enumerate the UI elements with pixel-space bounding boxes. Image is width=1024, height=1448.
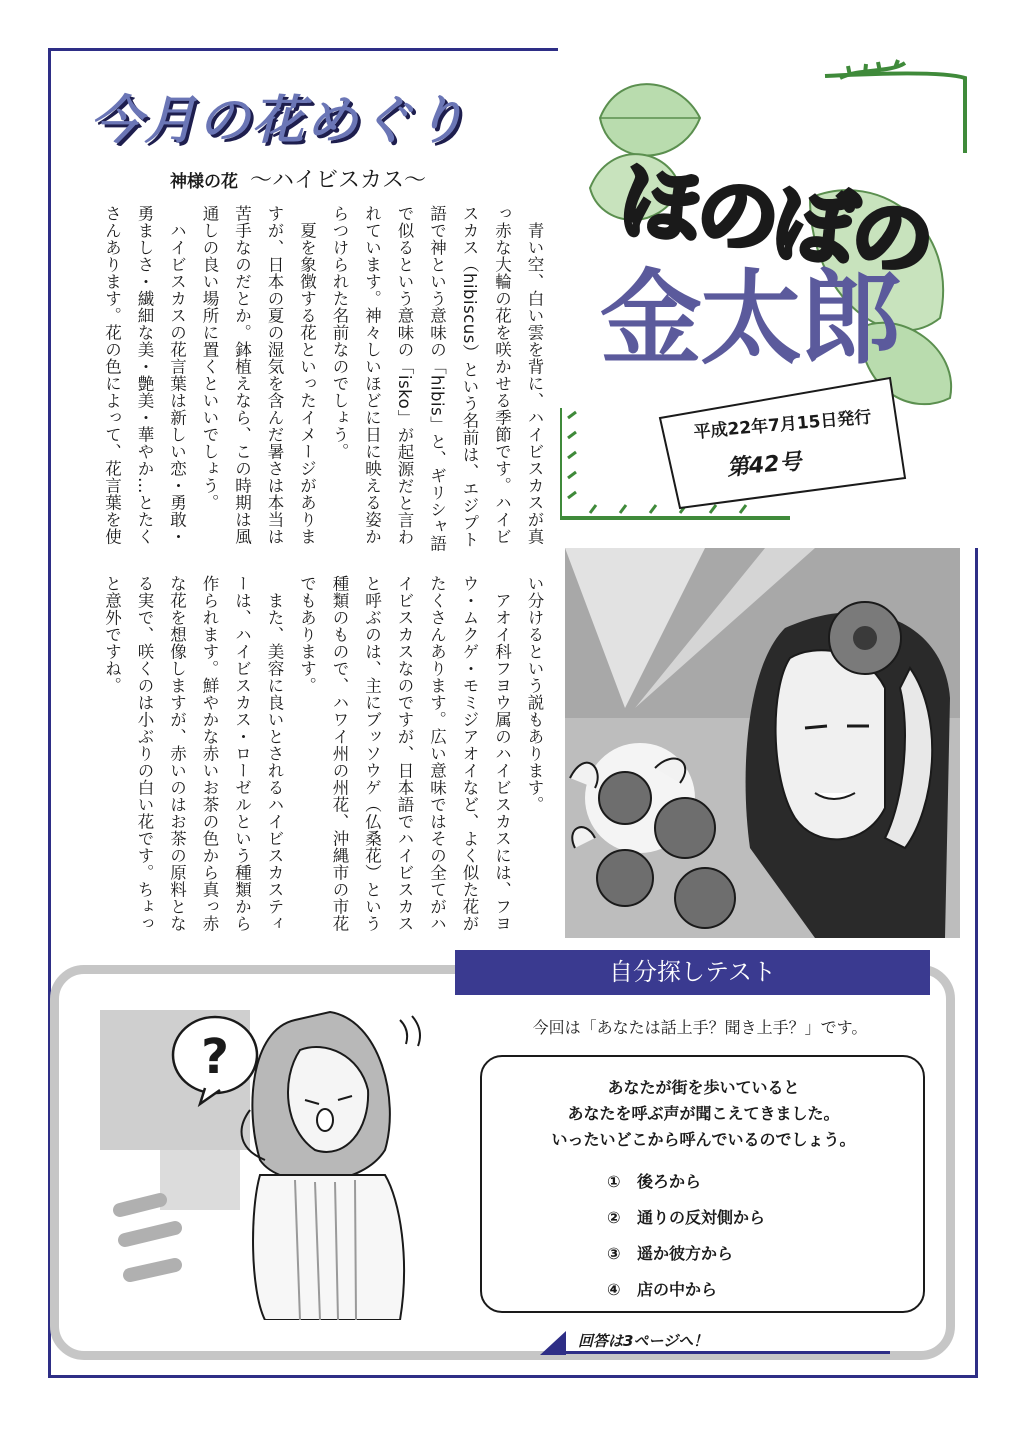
option-number: ③ xyxy=(607,1244,621,1263)
answer-note-text: 回答は3ページへ！ xyxy=(578,1332,709,1350)
frame-top-border xyxy=(48,48,558,51)
answer-note xyxy=(540,1327,890,1355)
speech-bubble-question-mark: ? xyxy=(201,1029,229,1085)
question-box xyxy=(480,1055,925,1313)
subtitle-small: 神様の花 xyxy=(170,172,238,192)
hibiscus-woman-illustration xyxy=(565,548,960,938)
corner-title: 今月の花めぐり xyxy=(90,91,469,151)
frame-bottom-border xyxy=(48,1375,978,1378)
self-test-header: 自分探しテスト xyxy=(455,950,930,995)
issue-card xyxy=(661,378,910,508)
article-para-2: 夏を象徴する花といったイメージがありますが、日本の夏の湿気を含んだ暑さは本当は苦手なのだとか。鉢植えなら、この時期は風通しの良い場所に置くといいでしょう。 xyxy=(200,205,317,545)
option-number: ④ xyxy=(607,1280,621,1299)
frame-right-border xyxy=(975,548,978,1378)
question-line-1: あなたが街を歩いていると xyxy=(607,1078,800,1097)
girl-question-illustration xyxy=(100,1000,445,1320)
self-test-intro: 今回は「あなたは話上手？聞き上手？」です。 xyxy=(532,1018,868,1037)
article-para-5: また、美容に良いとされるハイビスカスティーは、ハイビスカス・ローゼルという種類から作られます。鮮やかな赤いお茶の色から真っ赤な花を想像しますが、赤いのはお茶の原料となる実で、咲くのは小ぶりの白い花です。ちょっと意外ですね。 xyxy=(102,575,284,932)
logo-line-1: ほのぼの xyxy=(613,153,936,291)
option-text: 遥か彼方から xyxy=(637,1244,734,1263)
article-block-upper xyxy=(80,205,550,560)
article-para-3-cont: い分けるという説もあります。 xyxy=(525,575,544,813)
question-line-2: あなたを呼ぶ声が聞こえてきました。 xyxy=(567,1104,840,1123)
option-number: ① xyxy=(607,1172,621,1191)
option-text: 店の中から xyxy=(637,1280,718,1299)
article-subtitle xyxy=(170,163,490,193)
option-text: 通りの反対側から xyxy=(637,1208,766,1227)
question-line-3: いったいどこから呼んでいるのでしょう。 xyxy=(551,1130,856,1149)
logo-line-2: 金太郎 xyxy=(600,260,900,379)
article-block-lower xyxy=(80,575,550,935)
answer-option-2 xyxy=(607,1205,907,1228)
answer-option-3 xyxy=(607,1241,907,1264)
issue-date: 平成22年7月15日発行 xyxy=(692,407,873,443)
article-para-3: ハイビスカスの花言葉は新しい恋・勇敢・勇ましさ・繊細な美・艶美・華やか…とたくさんあります。花の色によって、花言葉を使 xyxy=(102,205,187,545)
article-para-1: 青い空、白い雲を背に、ハイビスカスが真っ赤な大輪の花を咲かせる季節です。ハイビスカス（hibiscus）という名前は、エジプト語で神という意味の「hibis」と、ギリシャ語で似るという意味の「isko」が起源だと言われています。神々しいほどに日に映える姿からつけられた名前なのでしょう。 xyxy=(330,205,544,553)
issue-number: 第42号 xyxy=(725,449,803,482)
masthead-logo xyxy=(560,58,980,528)
article-para-4: アオイ科フヨウ属のハイビスカスには、フヨウ・ムクゲ・モミジアオイなど、よく似た花がたくさんあります。広い意味ではその全てがハイビスカスなのですが、日本語でハイビスカスと呼ぶのは、主にブッソウゲ（仏桑花）という種類のもので、ハワイ州の州花、沖縄市の市花でもあります。 xyxy=(297,575,512,932)
option-number: ② xyxy=(607,1208,621,1227)
answer-option-4 xyxy=(607,1277,907,1300)
subtitle-big: 〜ハイビスカス〜 xyxy=(250,168,427,193)
answer-option-1 xyxy=(607,1169,907,1192)
option-text: 後ろから xyxy=(637,1172,702,1191)
